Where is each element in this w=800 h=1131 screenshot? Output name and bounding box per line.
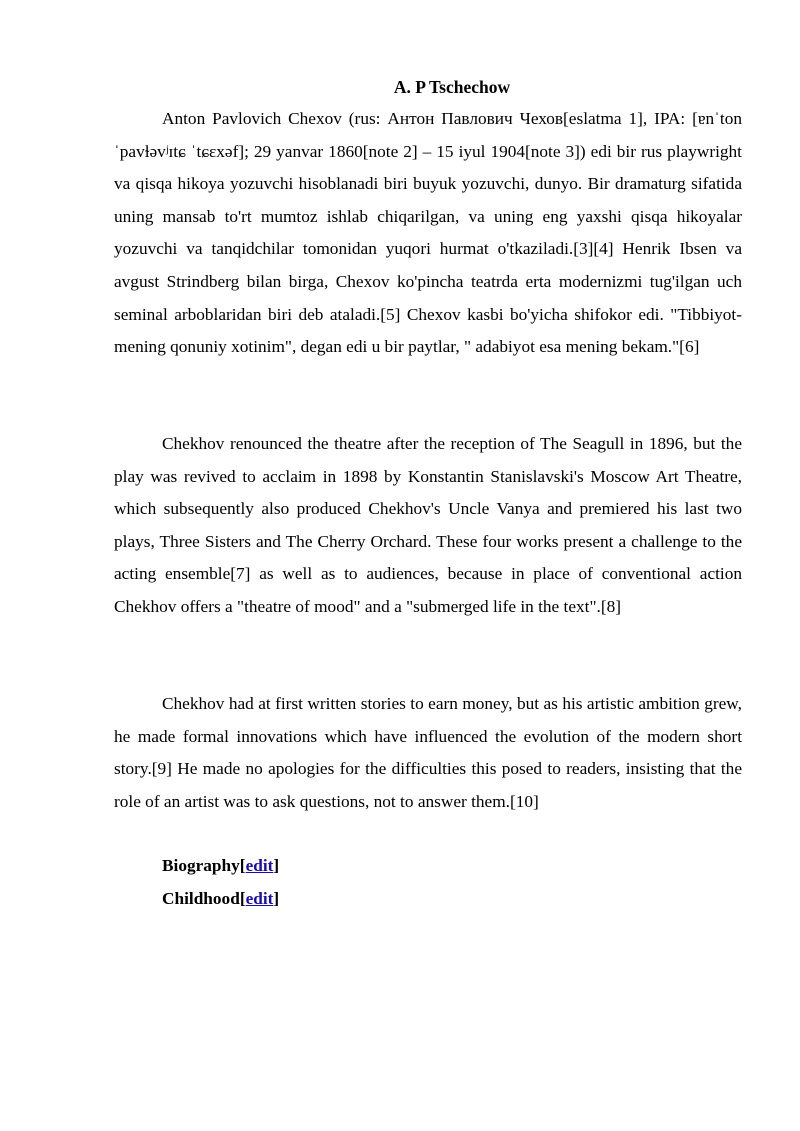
section-heading-childhood — [162, 888, 279, 910]
bracket-close: ] — [273, 889, 280, 908]
bracket-open: [ — [239, 889, 246, 908]
paragraph-theatre: Chekhov renounced the theatre after the reception of The Seagull in 1896, but the play was revived to acclaim in 1898 by Konstantin Stanislavski's Moscow Art Theatre, which subsequently also produced Chekhov's Uncle Vanya and premiered his last two plays, Three Sisters and The Cherry Orchard. These four works present a challenge to the acting ensemble[7] as well as to audiences, because in place of conventional action Chekhov offers a "theatre of mood" and a "submerged life in the text".[8] — [114, 434, 742, 616]
bracket-open: [ — [239, 856, 246, 875]
heading-label: Biography — [162, 856, 240, 875]
edit-link-childhood[interactable]: edit — [245, 889, 274, 908]
document-title: A. P Tschechow — [393, 77, 511, 97]
edit-link-biography[interactable]: edit — [245, 856, 274, 875]
paragraph-intro: Anton Pavlovich Chexov (rus: Антон Павлович Чехов[eslatma 1], IPA: [ɐnˈton ˈpavɫəvʲɪtɕ ˈtɕɛxəf]; 29 yanvar 1860[note 2] – 15 iyul 1904[note 3]) edi bir rus playwright va qisqa hikoya yozuvchi hisoblanadi biri buyuk yozuvchi, dunyo. Bir dramaturg sifatida uning mansab to'rt mumtoz ishlab chiqarilgan, va uning eng yaxshi qisqa hikoyalar yozuvchi va tanqidchilar tomonidan yuqori hurmat o'tkaziladi.[3][4] Henrik Ibsen va avgust Strindberg bilan birga, Chexov ko'pincha teatrda erta modernizmi tug'ilgan uch seminal arboblaridan biri deb ataladi.[5] Chexov kasbi bo'yicha shifokor edi. "Tibbiyot-mening qonuniy xotinim", degan edi u bir paytlar, " adabiyot esa mening bekam."[6] — [114, 109, 742, 357]
section-heading-biography — [162, 855, 279, 877]
paragraph-stories: Chekhov had at first written stories to earn money, but as his artistic ambition grew, he made formal innovations which have influenced the evolution of the modern short story.[9] He made no apologies for the difficulties this posed to readers, insisting that the role of an artist was to ask questions, not to answer them.[10] — [114, 694, 742, 811]
heading-label: Childhood — [162, 889, 240, 908]
bracket-close: ] — [273, 856, 280, 875]
